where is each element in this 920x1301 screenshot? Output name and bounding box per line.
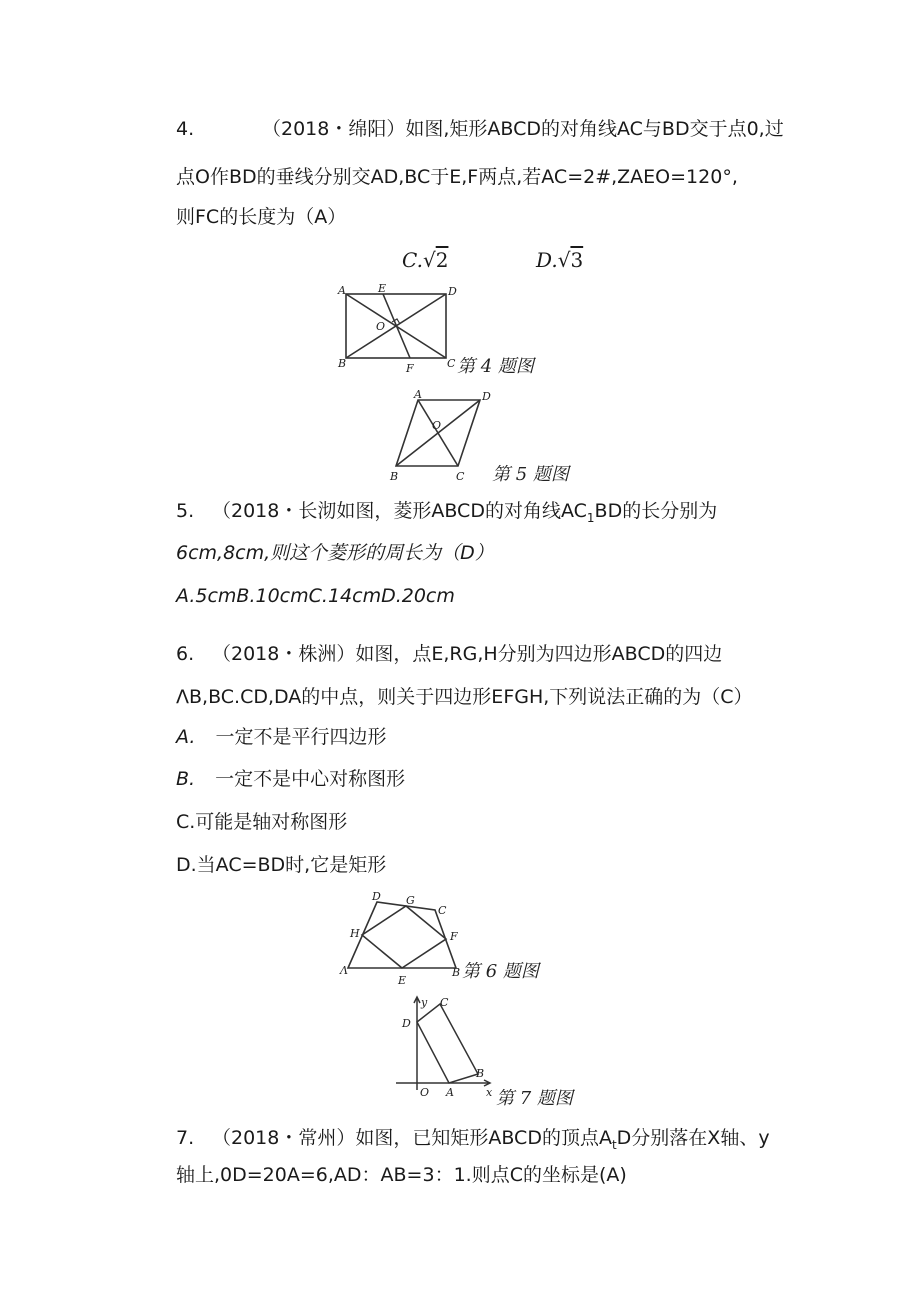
q6-option-d: D.当AC=BD时,它是矩形 [176,854,387,876]
q6-option-b-letter: B. [176,768,196,790]
figure-5 [380,388,590,488]
q4-line1: （2018・绵阳）如图,矩形ABCD的对角线AC与BD交于点0,过 [262,118,784,140]
fig7-label-y: y [421,996,428,1009]
q4-option-d-letter: D. [536,248,558,272]
fig7-label-d: D [402,1017,411,1030]
fig5-label-o: O [432,419,442,432]
q4-line3: 则FC的长度为（A） [176,206,347,228]
fig6-label-b: B [452,966,461,979]
q6-option-b-text: 一定不是中心对称图形 [215,768,406,790]
fig4-label-e: E [378,282,387,295]
q5-line2: 6cm,8cm,则这个菱形的周长为（D） [176,542,494,564]
q5-line1-text-b: BD的长分别为 [594,500,718,522]
q4-number: 4. [176,118,195,140]
sqrt-icon: √ [557,248,571,272]
fig4-label-b: B [338,357,347,370]
fig4-segment-ef [383,294,410,358]
q5-number: 5. [176,500,195,522]
fig6-label-a: Λ [340,964,348,977]
fig6-label-g: G [406,894,415,907]
q5-line1-subscript: 1 [586,510,595,525]
fig4-caption: 第 4 题图 [457,356,534,377]
fig6-label-h: H [350,927,360,940]
fig7-label-c: C [440,996,449,1009]
fig7-label-o: O [420,1086,430,1099]
figure-6 [330,890,570,990]
figure-7 [390,992,590,1110]
q7-line1-subscript: t [611,1137,617,1152]
q4-line2: 点O作BD的垂线分别交AD,BC于E,F两点,若AC=2#,ZAEO=120°, [176,166,738,188]
q7-number: 7. [176,1127,195,1149]
q4-option-d [536,250,583,270]
fig7-rectangle [417,1004,478,1083]
fig6-label-d: D [372,890,381,903]
q6-line1: （2018・株洲）如图，点E,RG,H分别为四边形ABCD的四边 [212,643,723,665]
q7-line1-text-b: D分别落在X轴、y [616,1127,770,1149]
q6-line2: ΛB,BC.CD,DA的中点，则关于四边形EFGH,下列说法正确的为（C） [176,686,753,708]
fig7-label-b: B [476,1067,485,1080]
fig5-caption: 第 5 题图 [492,464,569,485]
q6-option-b [176,770,405,789]
fig5-diagonal-bd [396,400,480,466]
fig4-label-o: O [376,320,386,333]
fig4-label-c: C [447,357,456,370]
q4-option-d-radicand: 3 [570,248,584,272]
q6-number: 6. [176,643,195,665]
q7-line1-text: （2018・常州）如图，已知矩形ABCD的顶点A [212,1127,612,1149]
sqrt-icon: √ [422,248,436,272]
q5-options: A.5cmB.10cmC.14cmD.20cm [176,585,455,607]
fig5-label-c: C [456,470,465,483]
fig4-label-a: A [338,284,346,297]
fig6-caption: 第 6 题图 [462,961,539,982]
fig5-label-b: B [390,470,399,483]
q7-line2: 轴上,0D=20A=6,AD：AB=3：1.则点C的坐标是(A) [176,1164,627,1186]
fig7-label-a: A [446,1086,454,1099]
fig6-label-c: C [438,904,447,917]
q6-option-a [176,728,386,747]
figure-4 [330,282,560,382]
fig7-label-x: x [486,1086,493,1099]
q7-line1 [212,1129,770,1151]
q4-option-c-radicand: 2 [435,248,449,272]
fig4-label-d: D [448,285,457,298]
q6-option-a-text: 一定不是平行四边形 [215,726,387,748]
q5-line1-text: （2018・长沏如图，菱形ABCD的对角线AC [212,500,587,522]
fig6-quadrilateral-efgh [362,906,446,968]
fig6-label-f: F [450,930,458,943]
fig5-label-d: D [482,390,491,403]
q6-option-c: C.可能是轴对称图形 [176,811,348,833]
fig7-caption: 第 7 题图 [496,1088,573,1109]
fig6-label-e: E [398,974,407,987]
q5-line1 [212,502,717,524]
fig4-label-f: F [406,362,414,375]
q6-option-a-letter: A. [176,726,196,748]
fig5-label-a: A [414,388,422,401]
q4-option-c-letter: C. [402,248,423,272]
q4-option-c [402,250,448,270]
